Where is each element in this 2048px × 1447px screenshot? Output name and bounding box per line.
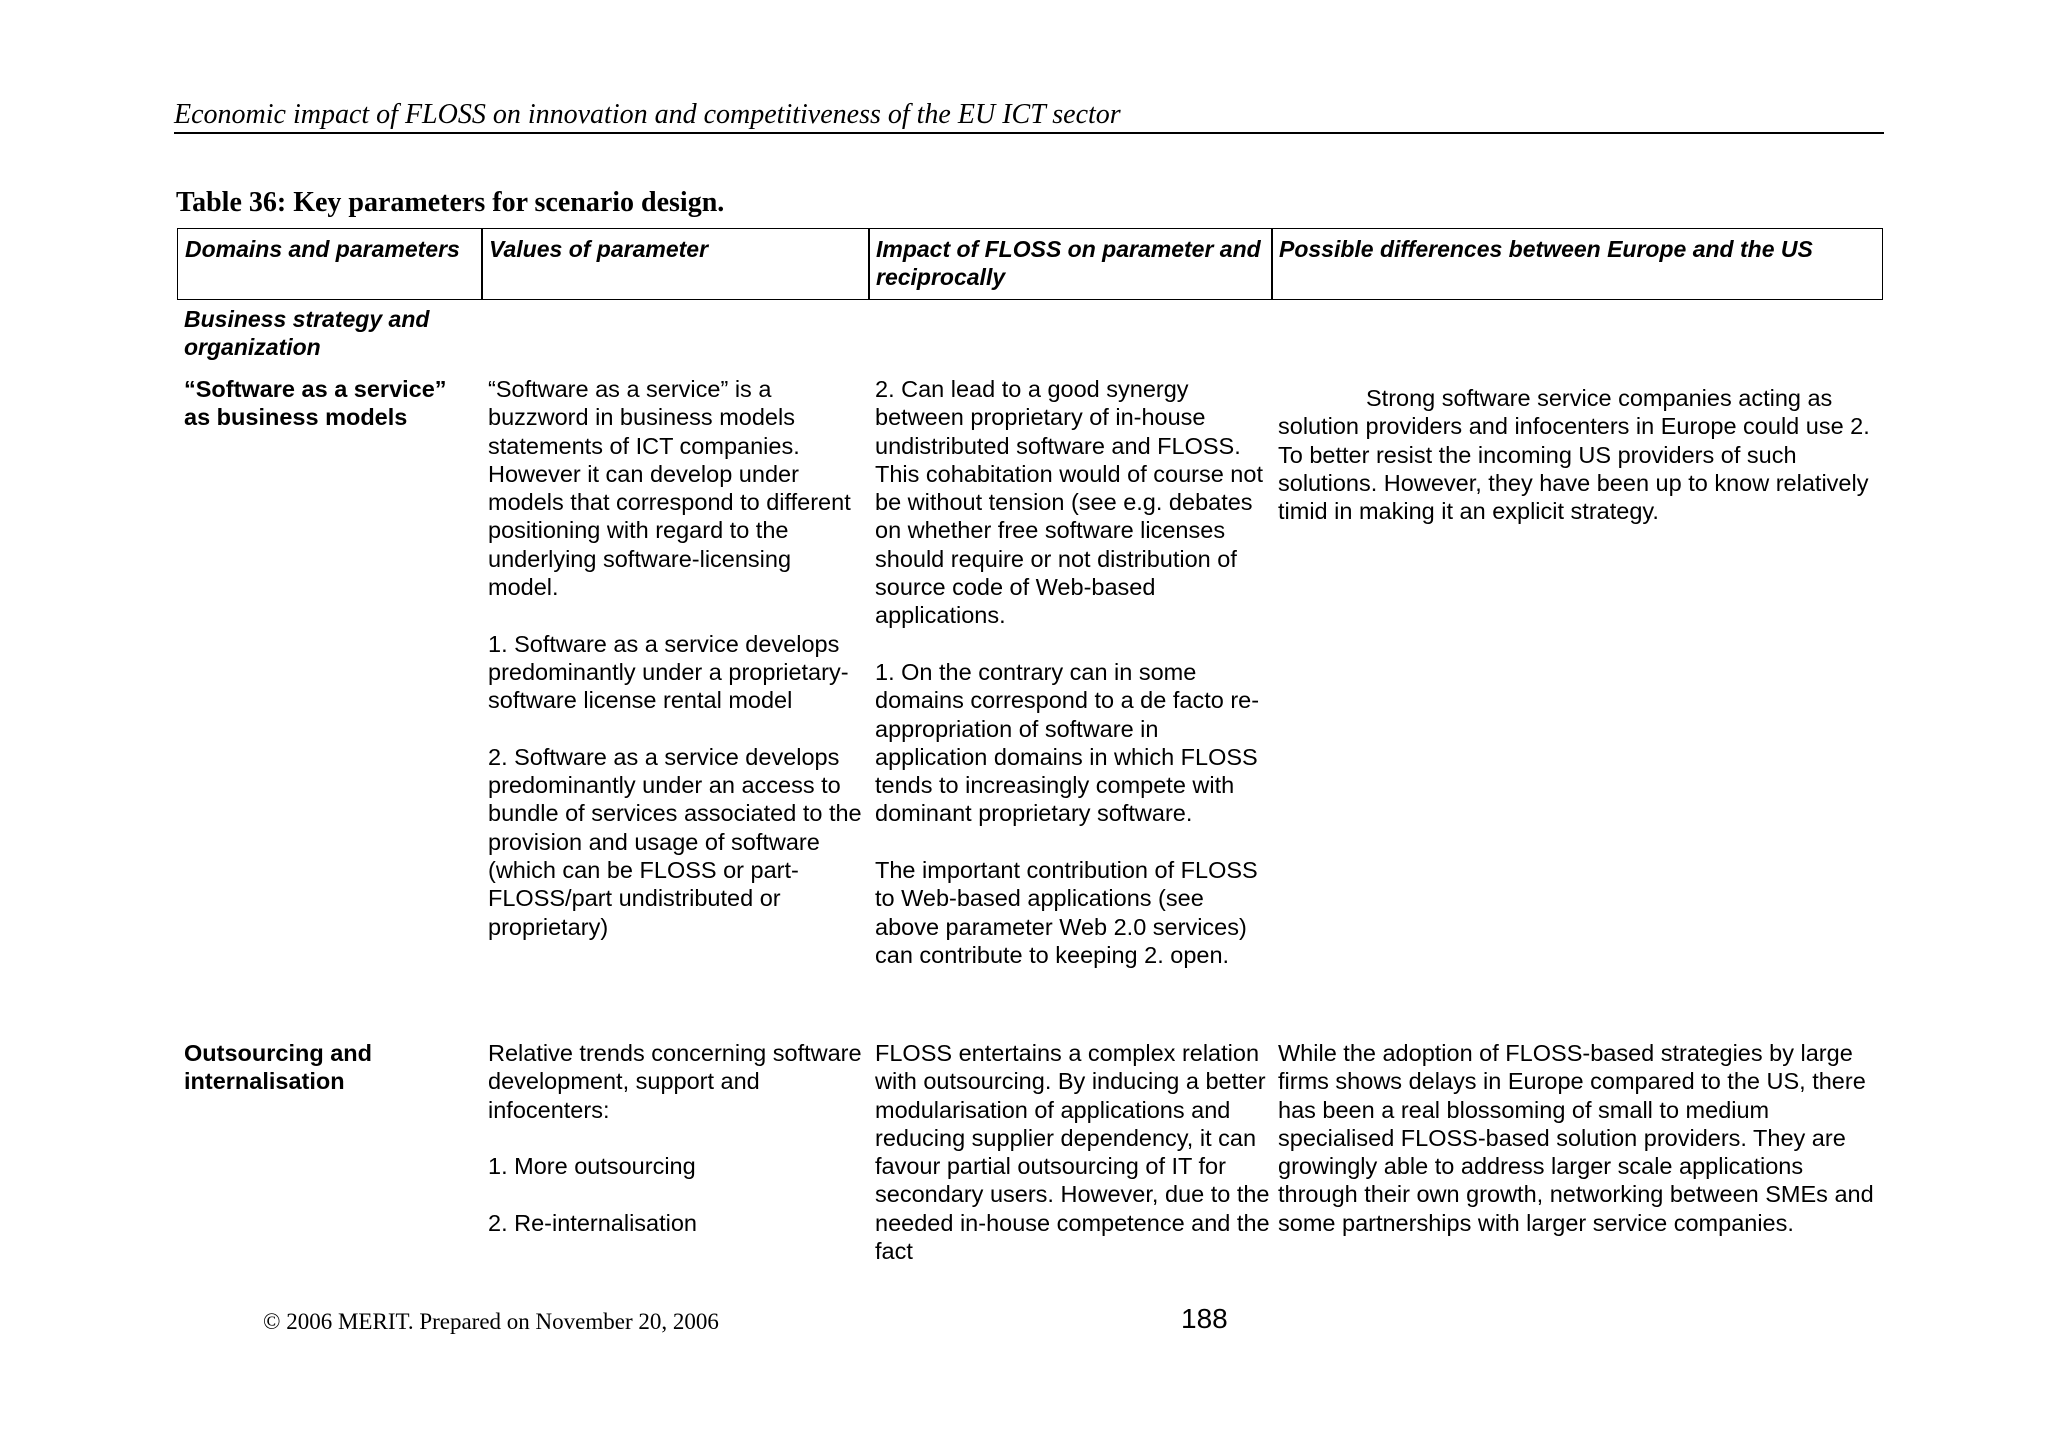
row-saas-impact-2: 1. On the contrary can in some domains correspond to a de facto re-appropriation of software in application domains in which FLOSS tends to increasingly compete with dominant proprietary software. [875, 658, 1260, 827]
row-outsourcing-values [488, 1039, 868, 1237]
row-saas-impact-1: 2. Can lead to a good synergy between proprietary of in-house undistributed software and FLOSS. This cohabitation would of course not be without tension (see e.g. debates on whether free software licenses should require or not distribution of source code of Web-based applications. [875, 376, 1263, 629]
row-saas-value-option-2: 2. Software as a service develops predominantly under an access to bundle of services associated to the provision and usage of software (which can be FLOSS or part-FLOSS/part undistributed or proprietary) [488, 743, 862, 940]
row-saas-impact [875, 375, 1270, 969]
row-outsourcing-impact: FLOSS entertains a complex relation with outsourcing. By inducing a better modularisation of applications and reducing supplier dependency, it can favour partial outsourcing of IT for secondary users. However, due to the needed in-house competence and the fact [875, 1040, 1270, 1265]
footer-copyright: © 2006 MERIT. Prepared on November 20, 2006 [263, 1309, 719, 1334]
row-saas-differences: Strong software service companies acting as solution providers and infocenters in Europe could use 2. To better resist the incoming US providers of such solutions. However, they have been up to know relatively timid in making it an explicit strategy. [1278, 385, 1870, 525]
row-outsourcing-value-option-2: 2. Re-internalisation [488, 1209, 697, 1236]
running-header: Economic impact of FLOSS on innovation and competitiveness of the EU ICT sector [174, 98, 1884, 134]
column-header-differences: Possible differences between Europe and the US [1271, 228, 1883, 300]
column-header-domains: Domains and parameters [177, 228, 483, 300]
page-number: 188 [1181, 1303, 1228, 1334]
row-outsourcing-value-option-1: 1. More outsourcing [488, 1153, 696, 1180]
row-outsourcing-domain: Outsourcing and internalisation [184, 1040, 372, 1095]
row-outsourcing-value-intro: Relative trends concerning software development, support and infocenters: [488, 1040, 862, 1123]
section-heading: Business strategy and organization [184, 306, 430, 360]
row-saas-impact-3: The important contribution of FLOSS to Web-based applications (see above parameter Web 2.0 services) can contribute to keeping 2. open. [875, 857, 1258, 968]
table-caption: Table 36: Key parameters for scenario design. [176, 187, 725, 218]
row-saas-domain: “Software as a service” as business models [184, 376, 447, 431]
column-header-impact: Impact of FLOSS on parameter and reciprocally [868, 228, 1273, 300]
row-saas-values [488, 375, 868, 941]
row-saas-value-option-1: 1. Software as a service develops predominantly under a proprietary-software license rental model [488, 630, 849, 714]
column-header-values: Values of parameter [481, 228, 870, 300]
row-saas-value-intro: “Software as a service” is a buzzword in business models statements of ICT companies. However it can develop under models that correspond to different positioning with regard to the underlying software-licensing model. [488, 376, 851, 601]
row-outsourcing-differences: While the adoption of FLOSS-based strategies by large firms shows delays in Europe compared to the US, there has been a real blossoming of small to medium specialised FLOSS-based solution providers. They are growingly able to address larger scale applications through their own growth, networking between SMEs and some partnerships with larger service companies. [1278, 1040, 1874, 1236]
